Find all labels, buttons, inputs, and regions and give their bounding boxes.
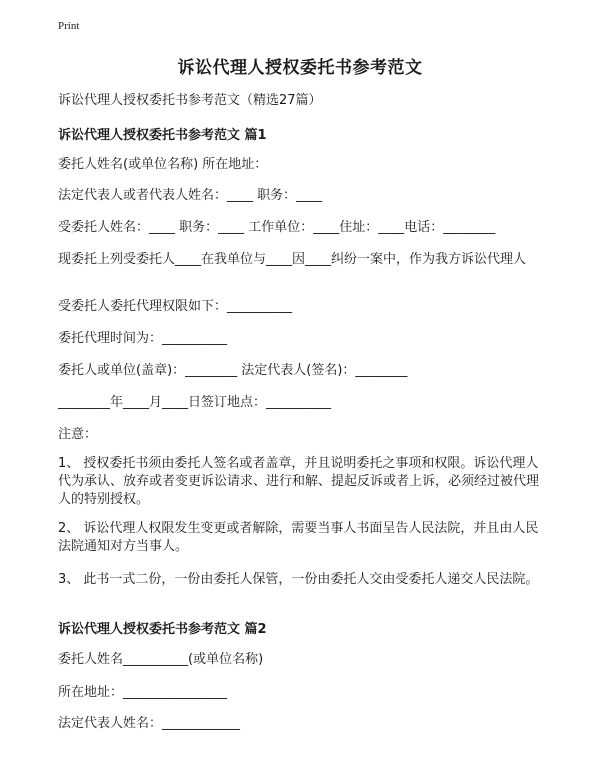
form-line-legal-rep: 法定代表人或者代表人姓名：____ 职务：____ <box>58 188 323 203</box>
form-line-seal-signature: 委托人或单位(盖章)：________ 法定代表人(签名)：________ <box>58 363 408 378</box>
form-line-agent-info: 受委托人姓名：____ 职务：____ 工作单位：____住址：____电话：________ <box>58 220 496 235</box>
form-line-delegation: 现委托上列受委托人____在我单位与____因____纠纷一案中，作为我方诉讼代理人 <box>58 252 527 267</box>
print-link[interactable]: Print <box>58 20 80 32</box>
note-3: 3、 此书一式二份，一份由委托人保管，一份由委托人交由受委托人递交人民法院。 <box>58 572 539 587</box>
section1-heading: 诉讼代理人授权委托书参考范文 篇1 <box>58 128 267 143</box>
form-line-period: 委托代理时间为：__________ <box>58 331 228 346</box>
form-line-principal-name: 委托人姓名(或单位名称) 所在地址： <box>58 157 268 172</box>
form-line-date-place: ________年____月____日签订地点：__________ <box>58 395 332 410</box>
document-subtitle: 诉讼代理人授权委托书参考范文（精选27篇） <box>58 93 322 108</box>
form-line-legal-rep-2: 法定代表人姓名：____________ <box>58 716 241 731</box>
notes-label: 注意： <box>58 427 98 442</box>
section2-heading: 诉讼代理人授权委托书参考范文 篇2 <box>58 622 267 637</box>
form-line-principal-name-2: 委托人姓名__________(或单位名称) <box>58 652 264 667</box>
form-line-authority: 受委托人委托代理权限如下：__________ <box>58 299 293 314</box>
form-line-address-2: 所在地址：________________ <box>58 685 228 700</box>
page-title: 诉讼代理人授权委托书参考范文 <box>177 58 423 78</box>
note-2: 2、 诉讼代理人权限发生变更或者解除，需要当事人书面呈告人民法院，并且由人民法院通知对方当事人。 <box>58 521 539 554</box>
note-1: 1、 授权委托书须由委托人签名或者盖章，并且说明委托之事项和权限。诉讼代理人代为承认、放弃或者变更诉讼请求、进行和解、提起反诉或者上诉，必须经过被代理人的特别授权。 <box>58 456 540 507</box>
